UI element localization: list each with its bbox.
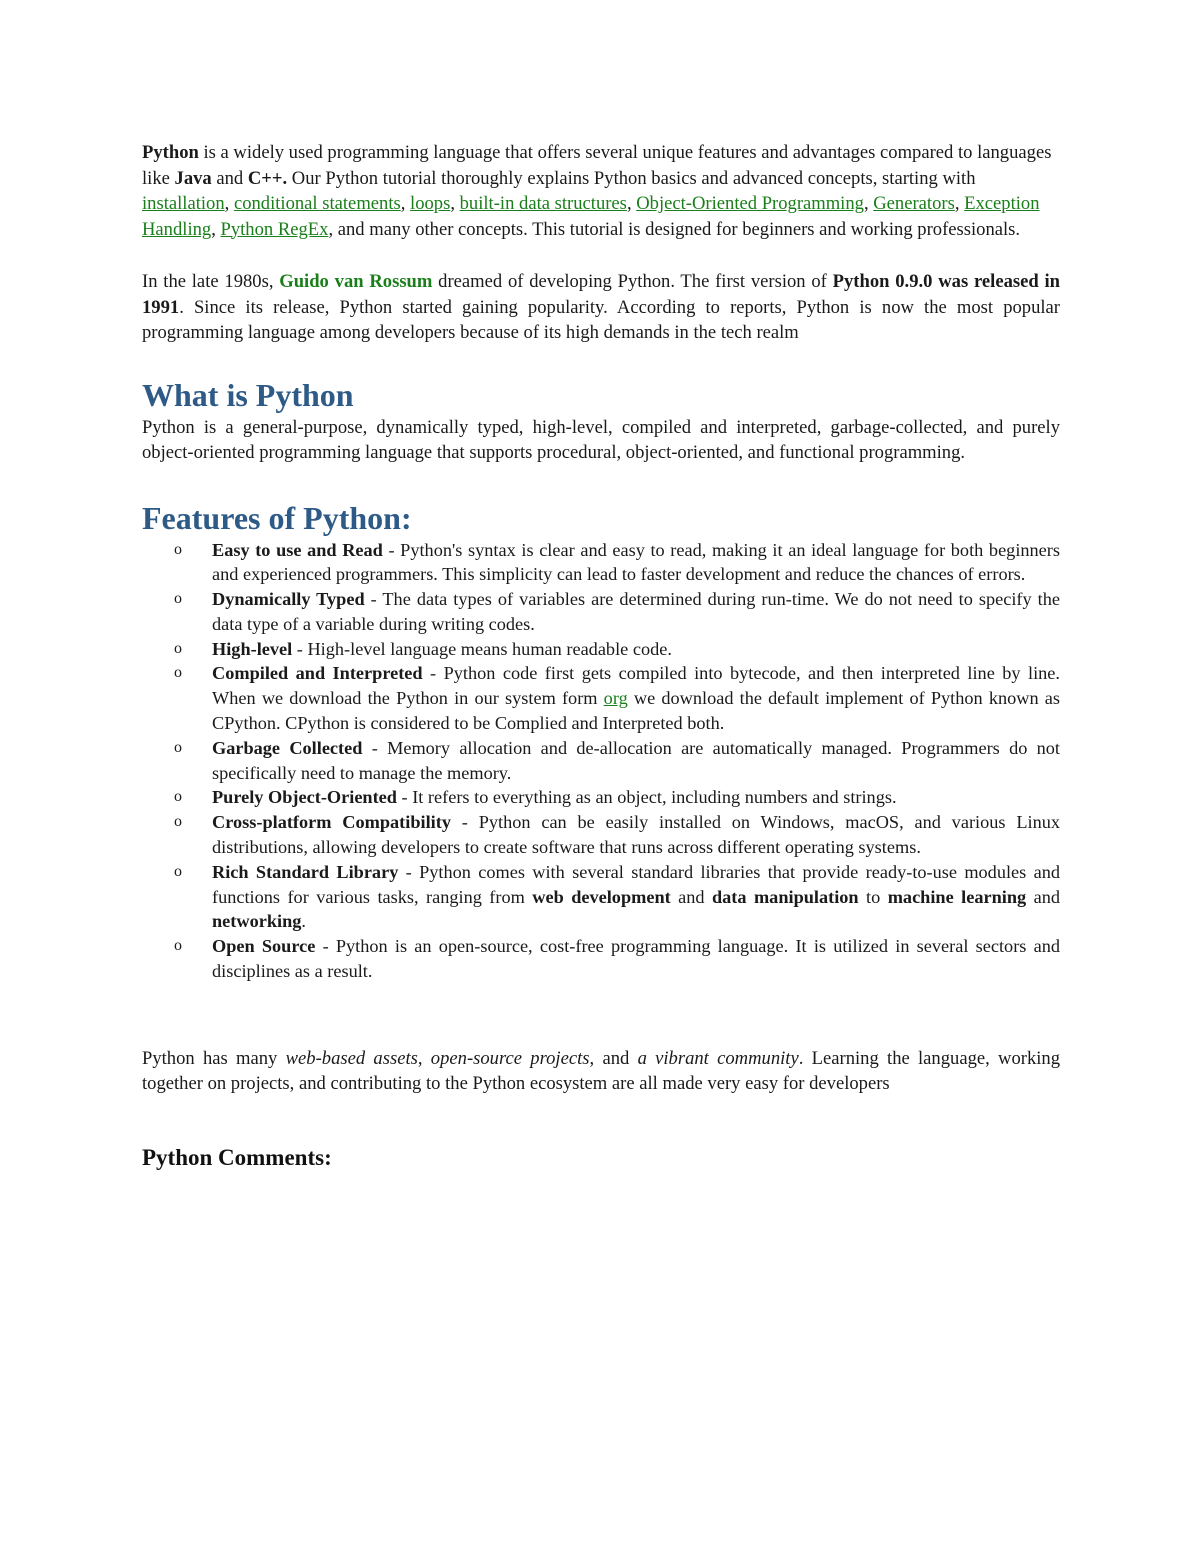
list-item: o Cross-platform Compatibility - Python can be easily installed on Windows, macOS, and various Linux distributions, allowing developers to create software that runs across different operating systems. — [174, 812, 1060, 858]
link-exception-handling[interactable]: Exception Handling — [142, 193, 1040, 240]
intro-paragraph: Python is a widely used programming language that offers several unique features and advantages compared to languages like Java and C++. Our Python tutorial thoroughly explains Python basics and advanced concepts, starting with installation, conditional statements, loops, built-in data structures, Object-Oriented Programming, Generators, Exception Handling, Python RegEx, and many other concepts. This tutorial is designed for beginners and working professionals. — [142, 142, 1052, 240]
link-built-in-data-structures[interactable]: built-in data structures — [459, 193, 627, 214]
feature-term: Purely Object-Oriented — [212, 787, 397, 808]
guido-van-rossum: Guido van Rossum — [279, 271, 433, 292]
feature-term: Open Source — [212, 936, 316, 957]
list-item: o Rich Standard Library - Python comes with several standard libraries that provide ready-to-use modules and functions for various tasks, ranging from web development and data manipulation to machine learning and networking. — [174, 861, 1061, 932]
bullet-icon: o — [174, 862, 182, 880]
link-installation[interactable]: installation — [142, 193, 225, 214]
link-org[interactable]: org — [603, 688, 628, 709]
bullet-icon: o — [174, 937, 182, 955]
link-generators[interactable]: Generators — [873, 193, 955, 214]
list-item: o Garbage Collected - Memory allocation and de-allocation are automatically managed. Programmers do not specifically need to manage the memory. — [174, 737, 1060, 783]
bullet-icon: o — [174, 664, 182, 682]
list-item: o High-level - High-level language means human readable code. — [142, 637, 1060, 662]
list-item: o Open Source - Python is an open-source, cost-free programming language. It is utilized in several sectors and disciplines as a result. — [174, 936, 1060, 982]
intro-java-term: Java — [174, 167, 212, 189]
release-highlight: Python 0.9.0 was released in 1991 — [142, 271, 1060, 318]
bullet-icon: o — [174, 788, 182, 806]
link-conditional-statements[interactable]: conditional statements — [233, 193, 401, 214]
list-item: o Compiled and Interpreted - Python code first gets compiled into bytecode, and then interpreted line by line. When we download the Python in our system form org we download the default implement of Python known as CPython. CPython is considered to be Complied and Interpreted both. — [174, 663, 1060, 734]
intro-python-term: Python — [142, 142, 199, 163]
list-item: o Dynamically Typed - The data types of variables are determined during run-time. We do not need to specify the data type of a variable during writing codes. — [174, 589, 1060, 634]
feature-term: Garbage Collected — [212, 737, 363, 758]
bullet-icon: o — [174, 540, 182, 558]
feature-term: Dynamically Typed — [212, 589, 365, 610]
bullet-icon: o — [174, 639, 182, 657]
features-heading: Features of Python: — [142, 499, 412, 536]
features-list — [142, 538, 1060, 984]
bullet-icon: o — [174, 590, 182, 608]
feature-term: Easy to use and Read — [212, 539, 383, 560]
document-page — [142, 140, 1060, 1173]
feature-term: Rich Standard Library — [212, 861, 399, 882]
what-is-python-heading: What is Python — [142, 376, 354, 413]
what-is-python-text: Python is a general-purpose, dynamically typed, high-level, compiled and interpreted, garbage-collected, and purely object-oriented programming language that supports procedural, object-oriented, and functional programming. — [142, 416, 1060, 463]
python-comments-heading: Python Comments: — [142, 1144, 332, 1170]
link-python-regex[interactable]: Python RegEx — [220, 218, 329, 240]
bullet-icon: o — [174, 813, 182, 831]
intro-cpp-term: C++. — [247, 167, 288, 189]
link-object-oriented-programming[interactable]: Object-Oriented Programming — [636, 193, 864, 214]
feature-term: High-level — [212, 638, 293, 659]
bullet-icon: o — [174, 738, 182, 756]
list-item: o Easy to use and Read - Python's syntax is clear and easy to read, making it an ideal language for both beginners and experienced programmers. This simplicity can lead to faster development and reduce the chances of errors. — [174, 539, 1060, 585]
link-loops[interactable]: loops — [410, 193, 451, 214]
list-item: o Purely Object-Oriented - It refers to everything as an object, including numbers and strings. — [142, 785, 1060, 810]
history-paragraph: In the late 1980s, Guido van Rossum dreamed of developing Python. The first version of Python 0.9.0 was released in 1991. Since its release, Python started gaining popularity. According to reports, Python is now the most popular programming language among developers because of its high demands in the tech realm — [142, 271, 1060, 343]
closing-paragraph: Python has many web-based assets, open-source projects, and a vibrant community. Learning the language, working together on projects, and contributing to the Python ecosystem are all made very easy for developers — [142, 1047, 1061, 1095]
feature-term: Cross-platform Compatibility — [212, 812, 451, 833]
feature-term: Compiled and Interpreted — [212, 663, 423, 684]
